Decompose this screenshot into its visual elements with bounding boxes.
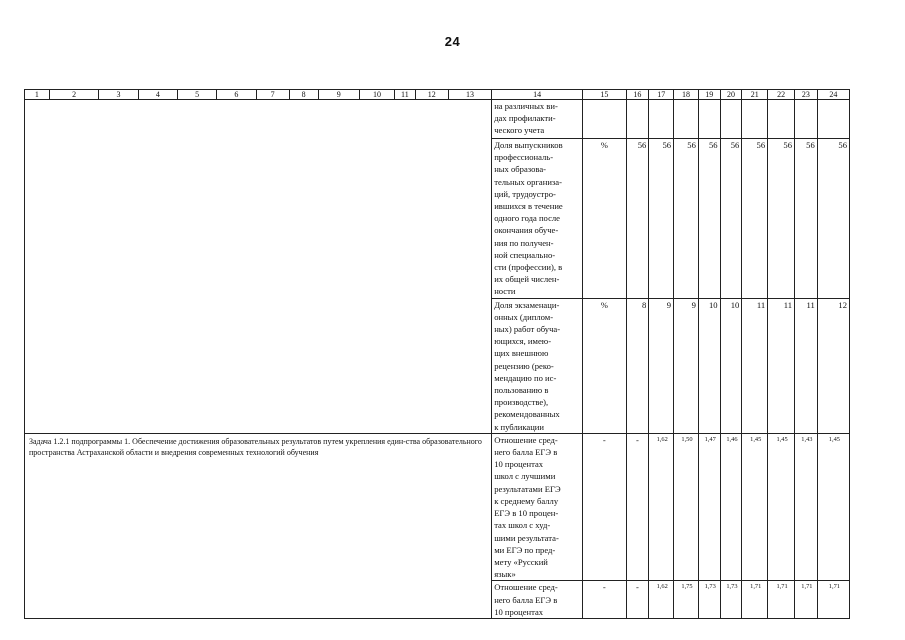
header-cell: 2 <box>49 90 99 100</box>
value-cell: 56 <box>742 139 768 299</box>
header-cell: 7 <box>256 90 289 100</box>
value-cell: 11 <box>742 298 768 433</box>
header-cell: 23 <box>795 90 818 100</box>
value-cell <box>795 100 818 139</box>
value-cell: 1,45 <box>768 433 795 580</box>
value-cell <box>742 100 768 139</box>
unit-cell: % <box>583 139 626 299</box>
value-cell: 1,50 <box>674 433 699 580</box>
indicator-cell: Доля выпускников профессиональ- ных образова- тельных организа- ций, трудоустро- ившихся в течение одного года после окончания обуче- ния по получен- ной специально- сти (профессии), в их общей числен- ности <box>492 139 583 299</box>
value-cell: 1,71 <box>742 581 768 619</box>
value-cell <box>674 100 699 139</box>
header-cell: 1 <box>25 90 50 100</box>
header-cell: 9 <box>318 90 359 100</box>
header-cell: 6 <box>217 90 256 100</box>
header-cell: 10 <box>359 90 394 100</box>
indicator-cell: Доля экзаменаци- онных (диплом- ных) работ обуча- ющихся, имею- щих внешнюю рецензию (реко- мендацию по ис- пользованию в производстве), рекомендованных к публикации <box>492 298 583 433</box>
value-cell: 1,46 <box>720 433 742 580</box>
header-cell: 20 <box>720 90 742 100</box>
value-cell: 1,73 <box>698 581 720 619</box>
unit-cell: - <box>583 581 626 619</box>
header-cell: 19 <box>698 90 720 100</box>
value-cell <box>698 100 720 139</box>
header-cell: 3 <box>99 90 138 100</box>
value-cell: 12 <box>817 298 849 433</box>
value-cell: 56 <box>768 139 795 299</box>
value-cell: 8 <box>626 298 649 433</box>
unit-cell: % <box>583 298 626 433</box>
value-cell: - <box>626 581 649 619</box>
value-cell <box>768 100 795 139</box>
table-row <box>25 433 850 580</box>
value-cell: 10 <box>720 298 742 433</box>
value-cell: - <box>626 433 649 580</box>
table-row <box>25 100 850 139</box>
header-cell: 18 <box>674 90 699 100</box>
value-cell: 1,62 <box>649 581 674 619</box>
value-cell: 11 <box>768 298 795 433</box>
value-cell: 56 <box>649 139 674 299</box>
header-cell: 14 <box>492 90 583 100</box>
value-cell: 1,71 <box>768 581 795 619</box>
header-row <box>25 90 850 100</box>
header-cell: 16 <box>626 90 649 100</box>
value-cell <box>626 100 649 139</box>
data-table <box>24 89 850 619</box>
value-cell: 1,45 <box>817 433 849 580</box>
task-description: Задача 1.2.1 подпрограммы 1. Обеспечение достижения образовательных результатов путем укрепления един-ства образовательного пространства Астраханской области и внедрения современных технологий обучения <box>29 436 482 457</box>
indicator-cell: на различных ви- дах профилакти- ческого учета <box>492 100 583 139</box>
header-cell: 11 <box>395 90 416 100</box>
header-cell: 24 <box>817 90 849 100</box>
value-cell: 56 <box>720 139 742 299</box>
value-cell <box>817 100 849 139</box>
header-cell: 4 <box>138 90 177 100</box>
value-cell: 1,71 <box>817 581 849 619</box>
value-cell: 1,71 <box>795 581 818 619</box>
value-cell: 1,43 <box>795 433 818 580</box>
value-cell: 56 <box>817 139 849 299</box>
page-number: 24 <box>444 34 461 49</box>
value-cell: 1,45 <box>742 433 768 580</box>
header-cell: 17 <box>649 90 674 100</box>
header-cell: 22 <box>768 90 795 100</box>
header-cell: 12 <box>415 90 448 100</box>
value-cell: 1,62 <box>649 433 674 580</box>
value-cell: 9 <box>649 298 674 433</box>
value-cell: 56 <box>698 139 720 299</box>
value-cell: 56 <box>674 139 699 299</box>
unit-cell <box>583 100 626 139</box>
value-cell: 9 <box>674 298 699 433</box>
indicator-cell: Отношение сред- него балла ЕГЭ в 10 процентах <box>492 581 583 619</box>
value-cell: 10 <box>698 298 720 433</box>
value-cell: 1,47 <box>698 433 720 580</box>
value-cell: 1,75 <box>674 581 699 619</box>
unit-cell: - <box>583 433 626 580</box>
header-cell: 21 <box>742 90 768 100</box>
header-cell: 13 <box>448 90 491 100</box>
value-cell: 11 <box>795 298 818 433</box>
value-cell <box>649 100 674 139</box>
header-cell: 15 <box>583 90 626 100</box>
task-cell <box>25 433 492 618</box>
merged-empty-cell <box>25 100 492 434</box>
value-cell: 1,73 <box>720 581 742 619</box>
value-cell <box>720 100 742 139</box>
value-cell: 56 <box>795 139 818 299</box>
indicator-cell: Отношение сред- него балла ЕГЭ в 10 процентах школ с лучшими результатами ЕГЭ к среднему баллу ЕГЭ в 10 процен- тах школ с худ- шими результата- ми ЕГЭ по пред- мету «Русский язык» <box>492 433 583 580</box>
header-cell: 8 <box>289 90 318 100</box>
header-cell: 5 <box>177 90 216 100</box>
value-cell: 56 <box>626 139 649 299</box>
